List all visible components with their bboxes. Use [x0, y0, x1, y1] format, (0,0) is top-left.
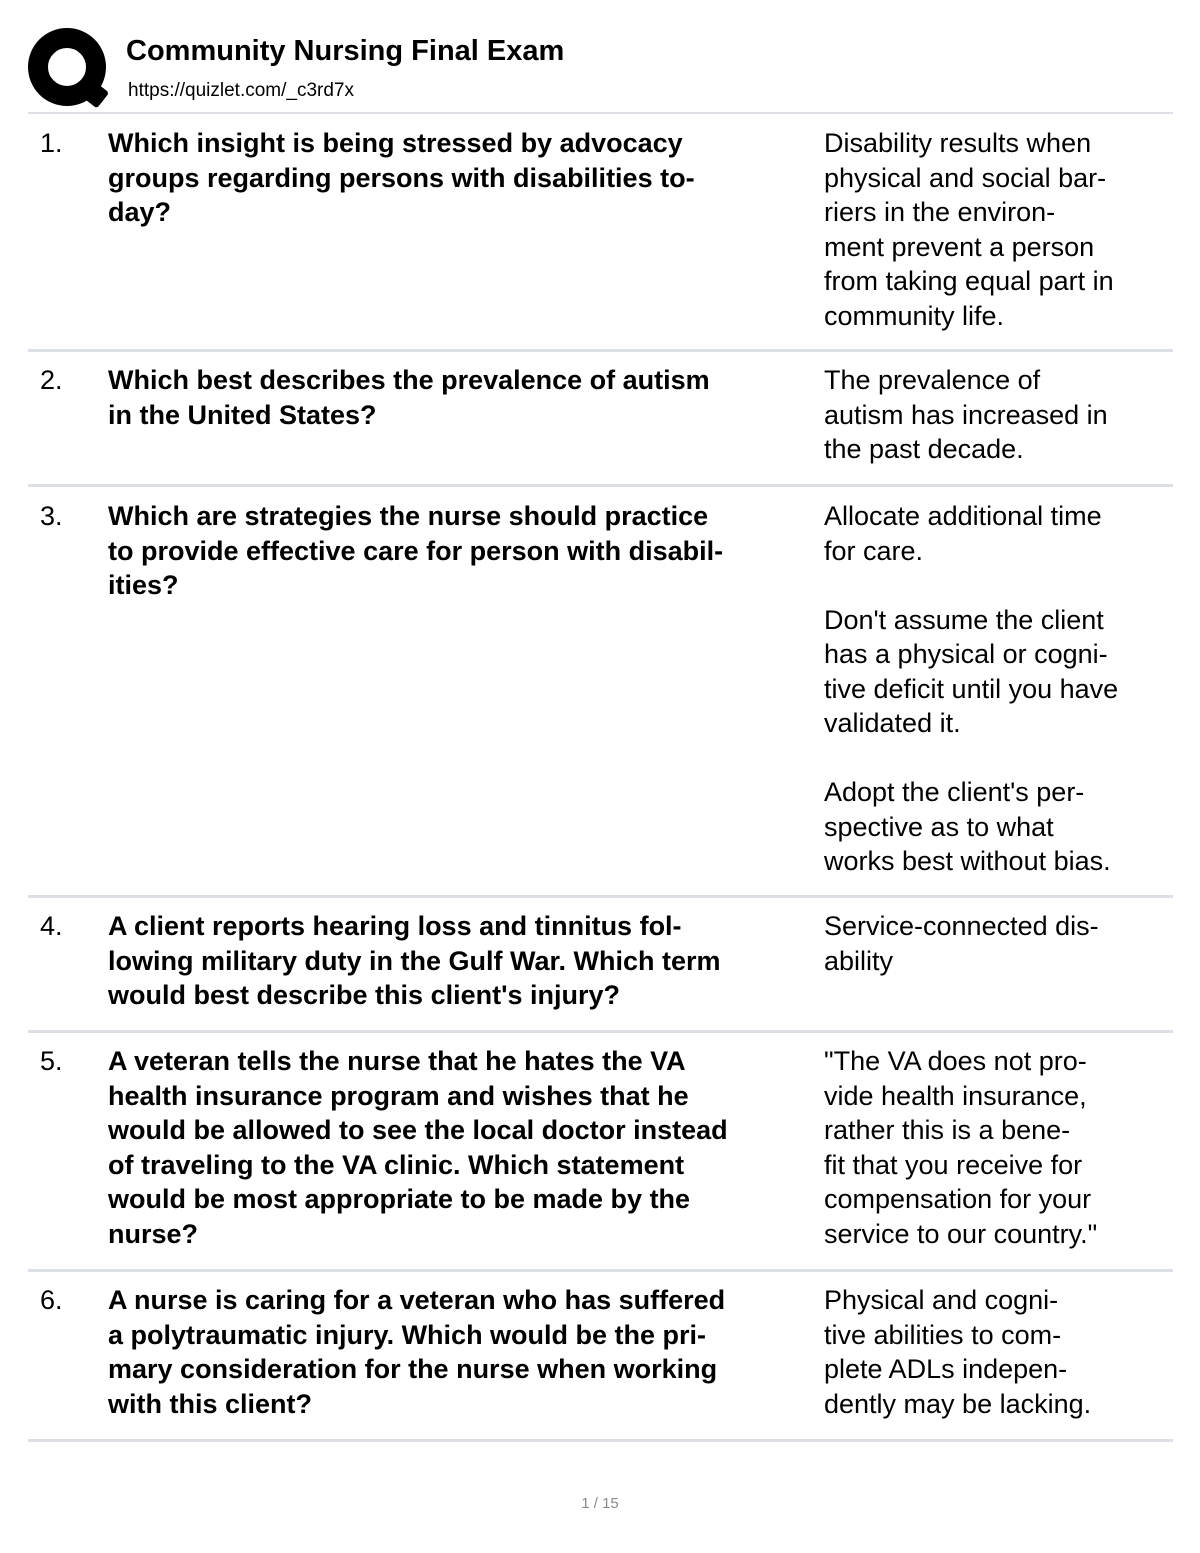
- card-number: 4.: [40, 911, 63, 941]
- quizlet-q-logo-icon: [28, 28, 108, 108]
- card-number: 3.: [40, 501, 63, 531]
- card-number: 5.: [40, 1046, 63, 1076]
- card-question: Which are strategies the nurse should practice to provide effective care for person with disabil- ities?: [108, 501, 724, 600]
- card-answer: Service-connected dis- ability: [824, 911, 1099, 976]
- card-answer: "The VA does not pro- vide health insurance, rather this is a bene- fit that you receive for compensation for your service to our country.": [824, 1046, 1098, 1249]
- flashcard-row: [28, 487, 1173, 898]
- card-question: A client reports hearing loss and tinnitus fol- lowing military duty in the Gulf War. Which term would best describe this client's injury?: [108, 911, 721, 1010]
- flashcard-row: [28, 352, 1173, 487]
- card-answer: The prevalence of autism has increased in the past decade.: [824, 365, 1108, 464]
- flashcard-row: [28, 898, 1173, 1033]
- page-indicator: 1 / 15: [581, 1495, 619, 1512]
- page-title: Community Nursing Final Exam: [126, 35, 565, 67]
- card-answer: Disability results when physical and social bar- riers in the environ- ment prevent a person from taking equal part in community life.: [824, 128, 1114, 331]
- card-question: Which best describes the prevalence of autism in the United States?: [108, 365, 710, 430]
- card-question: Which insight is being stressed by advocacy groups regarding persons with disabilities to- day?: [108, 128, 695, 227]
- card-number: 2.: [40, 365, 63, 395]
- card-question: A veteran tells the nurse that he hates the VA health insurance program and wishes that he would be allowed to see the local doctor instead of traveling to the VA clinic. Which statement would be most appropriate to be made by the nurse?: [108, 1046, 728, 1249]
- card-answer: Allocate additional time for care. Don't assume the client has a physical or cogni- tive deficit until you have validated it. Adopt the client's per- spective as to what works best without bias.: [824, 501, 1119, 876]
- flashcard-list: [28, 114, 1173, 1442]
- flashcard-row: [28, 1272, 1173, 1442]
- card-number: 1.: [40, 128, 63, 158]
- document-header: [0, 0, 1200, 112]
- source-url[interactable]: https://quizlet.com/_c3rd7x: [128, 80, 354, 101]
- card-answer: Physical and cogni- tive abilities to com- plete ADLs indepen- dently may be lacking.: [824, 1285, 1092, 1419]
- card-number: 6.: [40, 1285, 63, 1315]
- flashcard-row: [28, 1033, 1173, 1272]
- card-question: A nurse is caring for a veteran who has suffered a polytraumatic injury. Which would be the pri- mary consideration for the nurse when working with this client?: [108, 1285, 726, 1419]
- flashcard-row: [28, 114, 1173, 352]
